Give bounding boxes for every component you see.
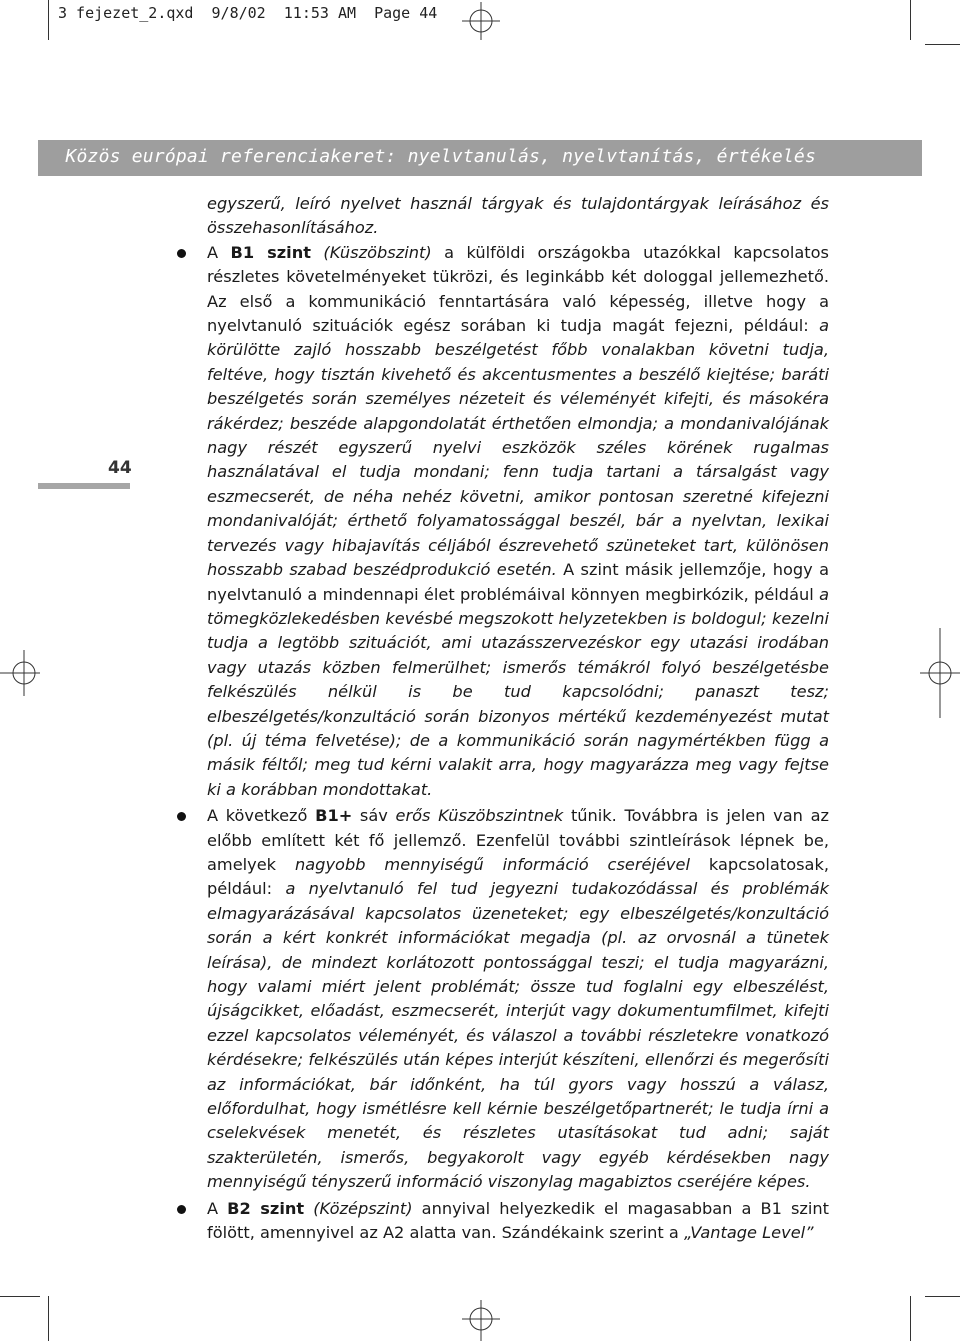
bullet-icon [177, 1205, 186, 1214]
registration-mark-bottom-icon [462, 1300, 500, 1341]
slug-page: Page 44 [374, 4, 438, 22]
crop-mark-bottom-left [48, 1296, 49, 1341]
bullet-icon [177, 249, 186, 258]
running-header [38, 140, 922, 176]
continuation-paragraph: egyszerű, leíró nyelvet használ tárgyak és tulajdontárgyak leírásához és összehasonlításához. [207, 194, 829, 238]
list-item-b1: A B1 szint (Küszöbszint) a külföldi országokba utazókkal kapcsolatos részletes követelményeket tükrözi, és leginkább két dologgal jellemezhető. Az első a kommunikáció fenntartására való képesség, illetve hogy a nyelvtanuló szituációk egész sorában ki tudja magát fejezni, például: a körülötte zajló hosszabb beszélgetést főbb vonalakban követni tudja, feltéve, hogy tisztán kivehető és akcentusmentes a beszélő kiejtése; baráti beszélgetés során személyes nézeteit és véleményét kifejti, és másokéra rákérdez; beszéde alapgondolatát érthetően elmondja; a mondanivalójának nagy részét egyszerű nyelvi eszközök széles körének rugalmas használatával el tudja mondani; fenn tudja tartani a társalgást vagy eszmecserét, de néha nehéz követni, amikor pontosan szeretné kifejezni mondanivalóját; érthető folyamatossággal beszél, bár a nyelvtan, lexikai tervezés vagy hibajavítás céljából észrevehető szüneteket tart, különösen hosszabb szabad beszédprodukció esetén. A szint másik jellemzője, hogy a nyelvtanuló a mindennapi élet problémáival könnyen megbirkózik, például a tömegközlekedésben kevésbé megszokott helyzetekben is boldogul; kezelni tudja a legtöbb szituációt, ami utazásszervezéskor egy utazási irodában vagy utazás közben felmerülhet; ismerős témákról folyó beszélgetésbe felkészülés nélkül is be tud kapcsolódni; panaszt tesz; elbeszélgetés/konzultáció során bizonyos mértékű kezdeményezést mutat (pl. új téma felvetése); de a kommunikáció során nagymértékben függ a másik féltől; meg tud kérni valakit arra, hogy magyarázza meg vagy fejtse ki a korábban mondottakat. [207, 241, 829, 802]
registration-mark-right-icon [920, 628, 960, 718]
crop-mark-top-left [48, 0, 49, 40]
crop-mark-top-right [910, 0, 911, 40]
slug-time: 11:53 AM [283, 4, 357, 22]
list-item-b1plus: A következő B1+ sáv erős Küszöbszintnek tűnik. Továbbra is jelen van az előbb említett két fő jellemző. Ezenfelül további szintleírások lépnek be, amelyek nagyobb mennyiségű információ cseréjével kapcsolatosak, például: a nyelvtanuló fel tud jegyezni tudakozódással és problémák elmagyarázásával kapcsolatos üzeneteket; egy elbeszélgetés/konzultáció során a kért konkrét információkat megadja (pl. az orvosnál a tünetek leírása), de mindezt korlátozott pontossággal teszi; el tudja magyarázni, hogy valami miért jelent problémát; össze tud foglalni egy elbeszélést, újságcikket, előadást, eszmecserét, interjút vagy dokumentumfilmet, kifejti ezzel kapcsolatos véleményét, és válaszol a további részletekre vonatkozó kérdésekre; felkészülés után képes interjút készíteni, ellenőrzi és megerősíti az információkat, bár időnként, ha túl gyors vagy hosszú a válasz, előfordulhat, hogy ismétlésre kell kérnie beszélgetőpartnerét; le tudja írni a cselekvések menetét, és részletes utasításokat tud adni; saját szakterületén, ismerős, begyakorolt vagy egyéb kérdésekben nagy mennyiségű tényszerű információ viszonylag magabiztos cseréjére képes. [207, 804, 829, 1195]
crop-mark-right-top [925, 44, 960, 45]
slug-date: 9/8/02 [211, 4, 266, 22]
bullet-icon [177, 812, 186, 821]
print-slug [58, 4, 437, 22]
term-b2: B2 szint [227, 1198, 305, 1218]
crop-mark-left-bottom [0, 1296, 40, 1297]
registration-mark-top-icon [462, 2, 500, 40]
term-b1: B1 szint [230, 242, 311, 262]
list-item-b2: A B2 szint (Középszint) annyival helyezkedik el magasabban a B1 szint fölött, amennyivel az A2 alatta van. Szándékaink szerint a „Vantage Level” [207, 1197, 829, 1246]
running-header-title: Közös európai referenciakeret: nyelvtanulás, nyelvtanítás, értékelés [65, 146, 816, 167]
registration-mark-left-icon [0, 650, 40, 696]
page-number-bar [38, 483, 130, 489]
term-b1plus: B1+ [315, 806, 353, 826]
crop-mark-right-bottom [925, 1296, 960, 1297]
body-text [207, 192, 829, 1245]
page-number: 44 [108, 458, 132, 478]
slug-filename: 3 fejezet_2.qxd [58, 4, 194, 22]
crop-mark-bottom-right [910, 1296, 911, 1341]
